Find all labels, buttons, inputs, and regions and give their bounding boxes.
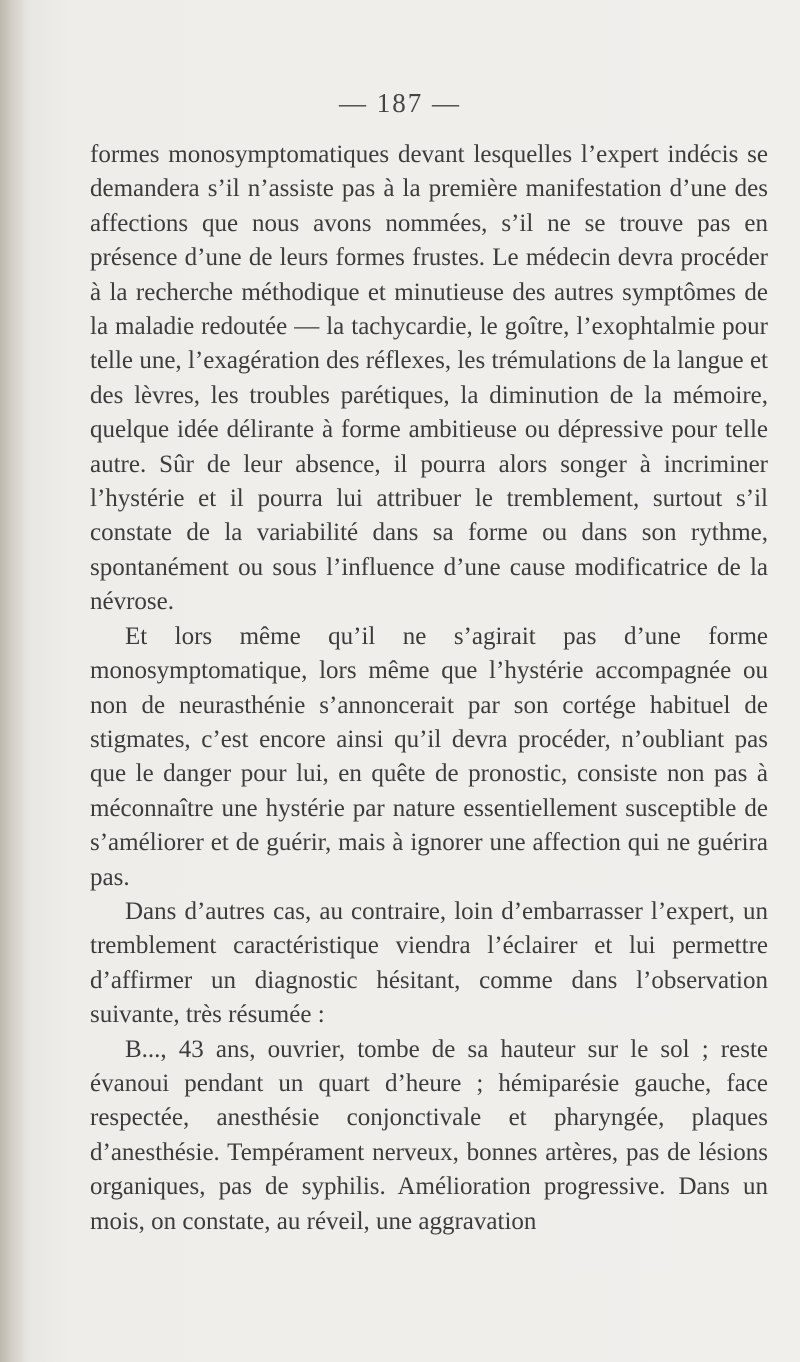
paragraph-2: Et lors même qu’il ne s’agirait pas d’une forme monosymptomatique, lors même que l’hystérie accompagnée ou non de neurasthénie s’annoncerait par son cortége habituel de stigmates, c’est encore ainsi qu’il devra procéder, n’oubliant pas que le danger pour lui, en quête de pronostic, consiste non pas à méconnaître une hystérie par nature essentiellement susceptible de s’améliorer et de guérir, mais à ignorer une affection qui ne guérira pas. [90,622,768,891]
page-number: — 187 — [339,88,461,118]
page-gutter-shadow [0,0,26,1362]
paragraph-3: Dans d’autres cas, au contraire, loin d’embarrasser l’expert, un tremblement caractéristique viendra l’éclairer et lui permettre d’affirmer un diagnostic hésitant, comme dans l’observation suivante, très résumée : [90,897,768,1029]
paragraph-1: formes monosymptomatiques devant lesquelles l’expert indécis se demandera s’il n’assiste pas à la première manifestation d’une des affections que nous avons nommées, s’il ne se trouve pas en présence d’une de leurs formes frustes. Le médecin devra procéder à la recherche méthodique et minutieuse des autres symptômes de la maladie redoutée — la tachycardie, le goître, l’exophtalmie pour telle une, l’exagération des réflexes, les trémulations de la langue et des lèvres, les troubles parétiques, la diminution de la mémoire, quelque idée délirante à forme ambitieuse ou dépressive pour telle autre. Sûr de leur absence, il pourra alors songer à incriminer l’hystérie et il pourra lui attribuer le tremblement, surtout s’il constate de la variabilité dans sa forme ou dans son rythme, spontanément ou sous l’influence d’une cause modificatrice de la névrose. [90,141,768,616]
paragraph-4: B..., 43 ans, ouvrier, tombe de sa hauteur sur le sol ; reste évanoui pendant un quart d’heure ; hémiparésie gauche, face respectée, anesthésie conjonctivale et pharyngée, plaques d’anesthésie. Tempérament nerveux, bonnes artères, pas de lésions organiques, pas de syphilis. Amélioration progressive. Dans un mois, on constate, au réveil, une aggravation [90,1035,768,1235]
body-text [90,138,768,1239]
